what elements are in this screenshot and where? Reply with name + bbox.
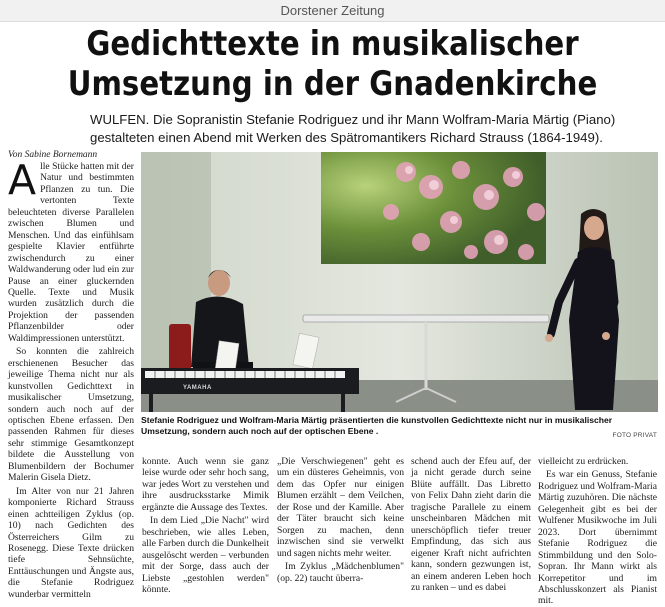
drop-cap: A: [8, 156, 37, 204]
paragraph: konnte. Auch wenn sie ganz leise wurde oder sehr hoch sang, war jedes Wort zu verstehen und ihre ausdrucksstarke Mimik ergänzte die Aussage des Textes.: [142, 456, 269, 513]
newspaper-name: Dorstener Zeitung: [280, 3, 385, 18]
paragraph: Es war ein Genuss, Stefanie Rodriguez und Wolfram-Maria Märtig zuzuhören. Die nächste Gelegenheit gibt es bei der Wulfener Musikwoche im Juli 2023. Dort übernimmt Stefanie Rodriguez die Stimmbildung und den Solo-Sopran. Ihr Mann wirkt als Korrepetitor und im Abschlusskonzert als Pianist mit.: [538, 469, 657, 607]
text-column-5: [538, 456, 657, 607]
paragraph: „Die Verschwiegenen" geht es um ein düsteres Geheimnis, von dem das Opfer nur einigen Blumen erzählt – dem Veilchen, der Rose und der Kamille. Aber der Täter braucht sich keine Sorgen zu machen, denn inzwischen sind sie verwelkt und sagen nichts mehr weiter.: [277, 456, 404, 559]
article-headline: [55, 24, 610, 104]
article-lead: WULFEN. Die Sopranistin Stefanie Rodriguez und ihr Mann Wolfram-Maria Märtig (Piano) gestalteten einen Abend mit Werken des Spätromantikers Richard Strauss (1864-1949).: [90, 112, 616, 145]
concert-scene-illustration: [141, 152, 658, 412]
paragraph: schend auch der Efeu auf, der ja nicht gerade durch seine Blüte auffällt. Das Libretto von Felix Dahn zieht darin die tragische Parallele zu einem unscheinbaren Mädchen mit unerschöpflich tiefer treuer Empfindung, das sich aus eigener Kraft nicht aufrichten kann, sondern gezwungen ist, an einem anderen Leben hoch zu ranken – und es dabei: [411, 456, 531, 593]
headline-line-2: Umsetzung in der Gnadenkirche: [67, 64, 598, 104]
photo-caption: Stefanie Rodriguez und Wolfram-Maria Märtig präsentierten die kunstvollen Gedichttexte nicht nur in musikalischer Umsetzung, sondern auch noch auf der optischen Ebene .: [141, 415, 613, 436]
paragraph: Im Alter von nur 21 Jahren komponierte Richard Strauss einen achtteiligen Zyklus (op. 10) nach Gedichten des Österreichers Gilm zu Rosenegg. Diese Texte drücken tiefe Sehnsüchte, Enttäuschungen und Ängste aus, die Stefanie Rodriguez wunderbar vermitteln: [8, 485, 134, 600]
author-byline: Von Sabine Bornemann: [8, 150, 98, 160]
paragraph: So konnten die zahlreich erschienenen Besucher das jeweilige Thema nicht nur als kunstvollen Gedichttext in musikalischer Umsetzung, sondern auch noch auf der optischen Ebene erfassen. Den passenden Rahmen für dieses sehr stimmige Gesamtkonzept bildete die Ausstellung von Blumenbildern der Bochumer Malerin Gisela Dietz.: [8, 346, 134, 484]
text-column-3: [277, 456, 404, 600]
paragraph: In dem Lied „Die Nacht" wird beschrieben, wie alles Leben, alle Farben durch die Dunkelheit ausgelöscht werden – verbunden mit der Sorge, dass auch der Liebste „gestohlen werden" könnte.: [142, 515, 269, 595]
text-column-2: [142, 456, 269, 600]
photo-credit: FOTO PRIVAT: [612, 432, 657, 439]
source-header: [0, 0, 665, 22]
headline-line-1: Gedichttexte in musikalischer: [86, 24, 579, 64]
paragraph: [8, 156, 134, 344]
paragraph: vielleicht zu erdrücken.: [538, 456, 629, 467]
text-column-4: [411, 456, 531, 600]
article-photo: [141, 152, 658, 412]
text-column-1: [8, 156, 134, 600]
paragraph-text: lle Stücke hatten mit der Natur und bestimmten Pflanzen zu tun. Die vertonten Texte beleuchteten diverse Parallelen zwischen Blumen und Menschen. Und das einfühlsam gespielte Klavier entführte zwischendurch zu einer Waldwanderung oder lud ein zur Pause an einer gluckernden Quelle. Texte und Musik wurden zusätzlich durch die Projektion der passenden Pflanzenbilder oder Waldimpressionen unterstützt.: [8, 161, 134, 344]
piano-brand-label: YAMAHA: [183, 385, 212, 391]
paragraph: Im Zyklus „Mädchenblumen" (op. 22) taucht überra-: [277, 561, 404, 584]
